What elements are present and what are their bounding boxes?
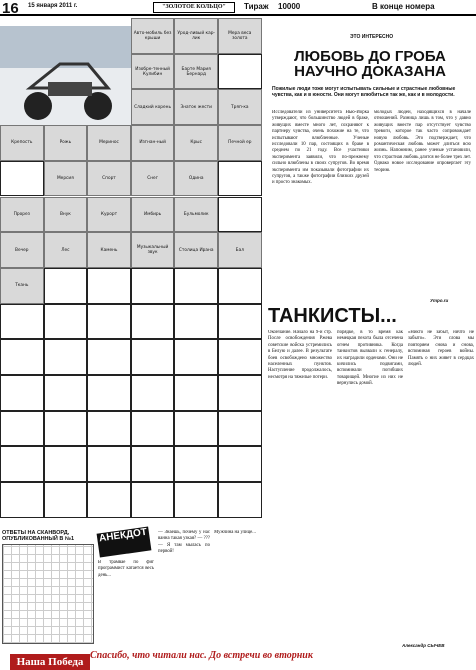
crossword-cell[interactable]	[44, 304, 88, 340]
crossword-clue: Урод-ливый кар-лик	[174, 18, 218, 54]
crossword-cell[interactable]	[0, 339, 44, 375]
crossword-cell[interactable]	[174, 482, 218, 518]
crossword-clue: Камень	[87, 232, 131, 268]
footer-logo: Наша Победа	[10, 654, 90, 670]
crossword-cell[interactable]	[174, 411, 218, 447]
crossword-cell[interactable]	[174, 268, 218, 304]
crossword-clue: Крыс	[174, 125, 218, 161]
crossword-clue: Знаток жести	[174, 89, 218, 125]
buggy-photo	[0, 26, 134, 134]
crossword-cell[interactable]	[218, 411, 262, 447]
crossword-cell[interactable]	[44, 339, 88, 375]
crossword-cell[interactable]	[87, 304, 131, 340]
circulation-value: 10000	[278, 2, 301, 11]
article2-col2: порядке, в то время как немецкая пехота была отсечена огнем противника. Когда танкистов вызвали к генералу, их наградили орденами. Они не кичились подвигами, вспоминали погибших товарищей. Многие из них не вернулись домой.	[337, 330, 403, 387]
crossword-clue: Лес	[44, 232, 88, 268]
crossword-cell[interactable]	[131, 482, 175, 518]
crossword-cell[interactable]	[131, 268, 175, 304]
crossword-cell[interactable]	[0, 446, 44, 482]
article1-col1: Исследователи из университета Нью-Йорка утверждают, что большинство людей в браке, живущих вместе много лет, сохраняют к партнеру чувства, очень похожие на те, что испытывают влюбленные. Ученые исследовали 10 пар, состоящих в браке в среднем по 21 году. Все участники эксперимента заявили, что по-прежнему сильно влюблены в своих супругов. Во время эксперимента им показывали фотографии их супругов, а также фотографии близких друзей и просто знакомых.	[272, 110, 369, 186]
crossword-cell[interactable]	[218, 54, 262, 90]
article-interesting	[266, 18, 476, 38]
article-tag: ЭТО ИНТЕРЕСНО	[350, 34, 394, 40]
crossword-cell[interactable]	[174, 446, 218, 482]
crossword-clue: Ткань	[0, 268, 44, 304]
crossword-clue: Снег	[131, 161, 175, 197]
crossword-clue: Изобре-тенный Кулибин	[131, 54, 175, 90]
answers-title: ОТВЕТЫ НА СКАНВОРД, ОПУБЛИКОВАННЫЙ В №1	[2, 530, 75, 542]
answers-grid	[2, 544, 94, 644]
crossword-cell[interactable]	[87, 268, 131, 304]
crossword-cell[interactable]	[218, 268, 262, 304]
crossword-cell[interactable]	[87, 375, 131, 411]
crossword-cell[interactable]	[131, 375, 175, 411]
crossword-cell[interactable]	[87, 482, 131, 518]
crossword-cell[interactable]	[0, 304, 44, 340]
crossword-cell[interactable]	[218, 446, 262, 482]
crossword-clue: Мера веса золота	[218, 18, 262, 54]
crossword-clue: Прорез	[0, 197, 44, 233]
crossword-cell[interactable]	[44, 375, 88, 411]
crossword-clue: Печной ер	[218, 125, 262, 161]
crossword-cell[interactable]	[174, 304, 218, 340]
crossword-clue: Изгнан-ный	[131, 125, 175, 161]
crossword-clue: Вечер	[0, 232, 44, 268]
issue-date: 15 января 2011 г.	[28, 3, 78, 9]
crossword-clue: Рожь	[44, 125, 88, 161]
crossword-cell[interactable]	[0, 411, 44, 447]
crossword-clue: Меринос	[87, 125, 131, 161]
crossword-cell[interactable]	[218, 197, 262, 233]
crossword-clue: Крепость	[0, 125, 44, 161]
page-number: 16	[2, 0, 19, 17]
crossword-cell[interactable]	[44, 482, 88, 518]
crossword-clue: Тряп-ка	[218, 89, 262, 125]
crossword-cell[interactable]	[0, 375, 44, 411]
article1-col2: молодых людей, находящихся в начале отношений. Разница лишь в том, что у давно живущих вместе пар отсутствует чувство тревоги, которое так часто сопровождает новую любовь. Это подтверждает, что романтическая любовь может длиться всю жизнь. Напомним, ранее ученые установили, что страстная любовь длится не более трех лет. Однако новое исследование опровергает эту теорию.	[374, 110, 471, 173]
article1-headline: ЛЮБОВЬ ДО ГРОБА НАУЧНО ДОКАЗАНА	[294, 48, 446, 80]
crossword-cell[interactable]	[87, 339, 131, 375]
anekdot-text2: — Знаешь, почему у нас ванна такая узкая? — ??? — Я там мылась по первой!	[158, 530, 210, 555]
crossword-cell[interactable]	[44, 411, 88, 447]
crossword-clue: Сладкий корень	[131, 89, 175, 125]
crossword-clue: Бал	[218, 232, 262, 268]
article2-headline: ТАНКИСТЫ...	[268, 305, 397, 327]
crossword	[0, 18, 262, 528]
crossword-clue: Имбирь	[131, 197, 175, 233]
article2-author: Александр СЫЧЕВ	[402, 643, 445, 648]
anekdot-banner	[97, 526, 152, 557]
footer-slogan: Спасибо, что читали нас. До встречи во вторник	[90, 650, 313, 661]
crossword-cell[interactable]	[174, 375, 218, 411]
crossword-clue: Музыкальный звук	[131, 232, 175, 268]
crossword-cell[interactable]	[87, 411, 131, 447]
crossword-cell[interactable]	[131, 411, 175, 447]
crossword-clue: Мерсия	[44, 161, 88, 197]
crossword-clue: Барте Мария Бернард	[174, 54, 218, 90]
crossword-cell[interactable]	[0, 482, 44, 518]
crossword-clue: Бульмолик	[174, 197, 218, 233]
crossword-clue: Столица Ирана	[174, 232, 218, 268]
crossword-cell[interactable]	[0, 161, 44, 197]
article2-col1: Окончание. Начало на 9-й стр. После освобождения Ржева советские войска устремились в Белую и далее. В результате боев освобождено множество населенных пунктов. Наступление продолжалось, несмотря на тяжелые потери.	[268, 330, 332, 380]
crossword-cell[interactable]	[44, 268, 88, 304]
buggy-image	[0, 26, 134, 134]
section-title: В конце номера	[372, 2, 435, 11]
anekdot-text1: В трамвае по фиг программист катается весь день...	[98, 560, 154, 578]
crossword-cell[interactable]	[218, 161, 262, 197]
anekdot-label: АНЕКДОТ	[98, 526, 148, 545]
crossword-clue: Спорт	[87, 161, 131, 197]
crossword-cell[interactable]	[218, 375, 262, 411]
crossword-cell[interactable]	[218, 339, 262, 375]
crossword-cell[interactable]	[87, 446, 131, 482]
crossword-cell[interactable]	[131, 304, 175, 340]
crossword-clue: Внук	[44, 197, 88, 233]
crossword-cell[interactable]	[218, 304, 262, 340]
crossword-cell[interactable]	[174, 339, 218, 375]
crossword-cell[interactable]	[218, 482, 262, 518]
article1-author: Утро.ru	[430, 298, 449, 303]
article1-lead: Пожилые люди тоже могут испытывать сильные и страстные любовные чувства, как и в юности. Они могут влюбиться так же, как и в молодости.	[272, 86, 456, 98]
crossword-cell[interactable]	[131, 446, 175, 482]
crossword-cell[interactable]	[131, 339, 175, 375]
article2-col3: «Никто не забыт, ничто не забыто». Эти слова мы повторяем снова и снова, вспоминая героев войны. Память о них живет в сердцах людей.	[408, 330, 474, 368]
crossword-cell[interactable]	[44, 446, 88, 482]
crossword-clue: Авто-мобиль без крыши	[131, 18, 175, 54]
crossword-clue: Одина	[174, 161, 218, 197]
crossword-clue: Курорт	[87, 197, 131, 233]
anekdot-text3: Мужчина на улице...	[214, 530, 256, 535]
paper-name: "ЗОЛОТОЕ КОЛЬЦО"	[153, 2, 235, 13]
circulation-label: Тираж	[244, 2, 269, 11]
